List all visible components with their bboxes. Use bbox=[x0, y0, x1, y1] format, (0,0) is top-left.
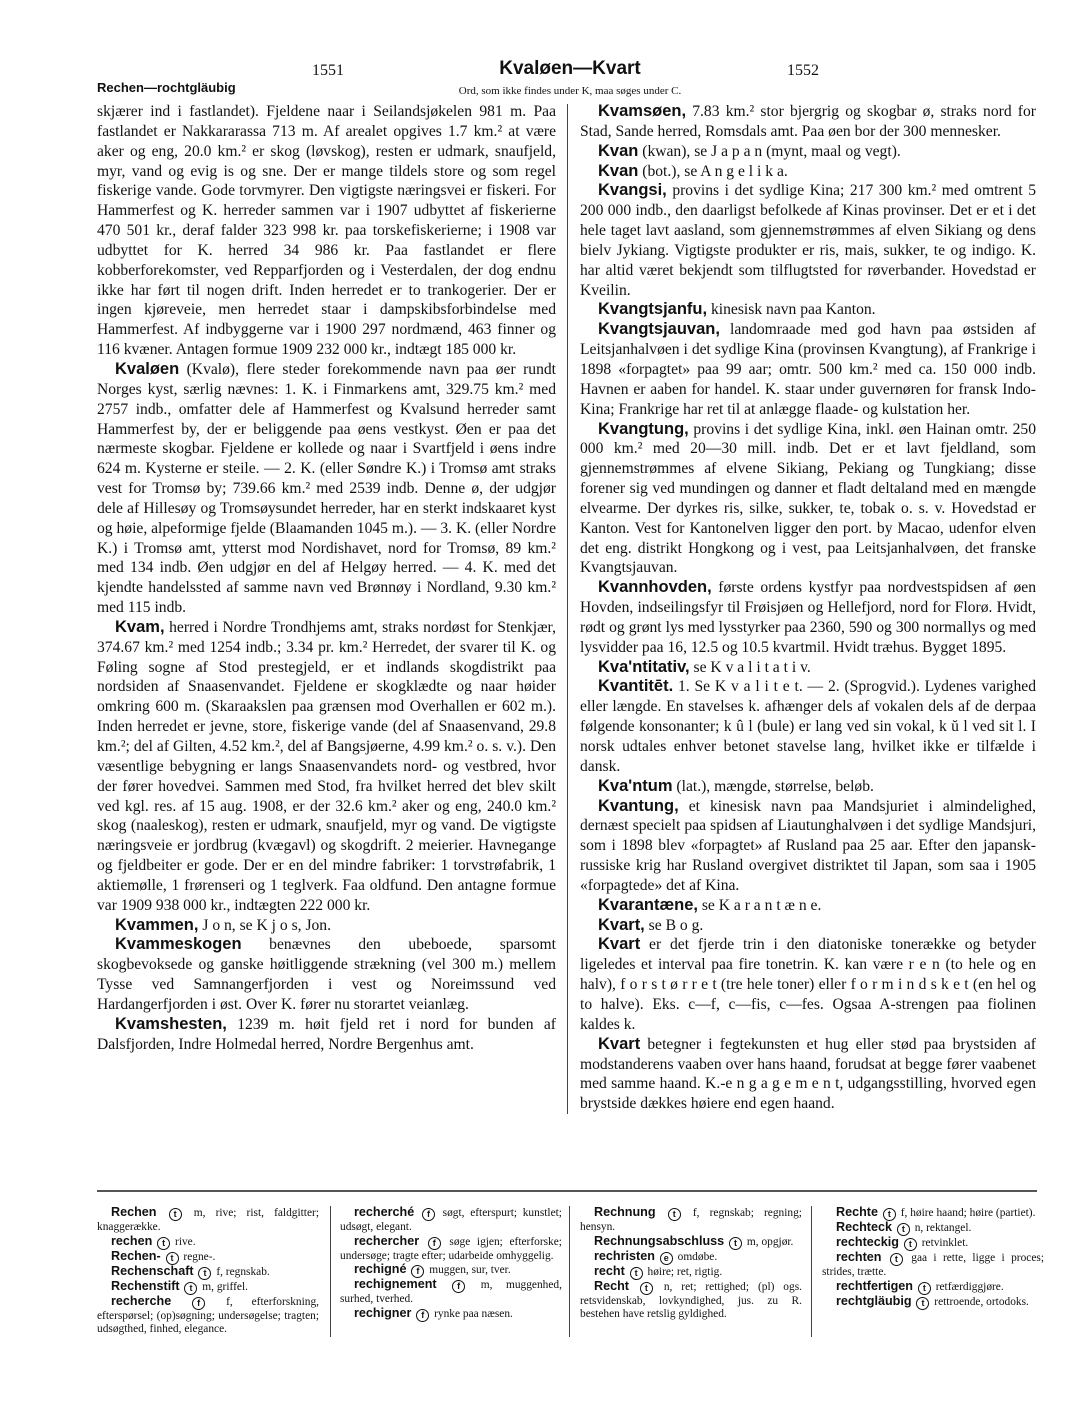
entry-text: provins i det sydlige Kina, inkl. øen Hainan omtr. 250 000 km.² med 20—30 mill. indb. Det er et lavt fjeldland, som gjennemstrømmes af elvene Sikiang, Pekiang og Tungkiang; disse forener sig ved mundingen og danner et fladt deltaland med en mængde elvearme. Der dyrkes ris, silke, sukker, te, tobak o. s. v. Hovedstad er Kanton. Vest for Kantonelven ligger den port. by Macao, udenfor elven det eng. distrikt Hongkong og i vest, paa Leitsjanhalvøen, det franske Kvangtsjauvan. bbox=[580, 420, 1036, 577]
dictionary-definition: n, rektangel. bbox=[914, 1222, 972, 1234]
dictionary-column-2 bbox=[340, 1206, 562, 1322]
encyclopedia-entry bbox=[580, 677, 1036, 776]
entry-headword: Kvangsi, bbox=[598, 181, 667, 200]
dictionary-entry bbox=[580, 1265, 802, 1280]
entry-text: betegner i fegtekunsten et hug eller stød paa brystsiden af modstanderens vaaben over hans haand, forudsat at begge fører vaabenet med samme haand. K.-e n g a g e m e n t, udgangsstilling, hvorved egen brystside dækkes høiere end egen haand. bbox=[580, 1035, 1036, 1113]
encyclopedia-entry bbox=[580, 162, 1036, 182]
dictionary-entry bbox=[340, 1206, 562, 1235]
language-marker-icon: t bbox=[729, 1237, 742, 1250]
dictionary-definition: retfærdiggjøre. bbox=[935, 1280, 1004, 1293]
entry-headword: Kvan bbox=[598, 161, 639, 180]
language-marker-icon: t bbox=[198, 1267, 211, 1280]
dictionary-definition: m, opgjør. bbox=[746, 1235, 794, 1248]
dictionary-headword: rechteckig bbox=[836, 1235, 899, 1249]
entry-headword: Kvantitēt. bbox=[598, 677, 674, 696]
entry-headword: Kvammeskogen bbox=[115, 935, 242, 954]
entry-text: provins i det sydlige Kina; 217 300 km.² med omtrent 5 200 000 indb., den daarligst befolkede af Kinas provinser. Det er et i det hele taget lavt aasland, som gjennemstrømmes af elven Sikiang og dens bielv Jykiang. Vigtigste produkter er ris, mais, sukker, te og indigo. K. har altid været bekjendt som tilflugtsted for røverbander. Hovedstad er Kveilin. bbox=[580, 182, 1036, 299]
language-marker-icon: t bbox=[630, 1267, 643, 1280]
header-note: Ord, som ikke findes under K, maa søges under C. bbox=[458, 85, 682, 97]
entry-text: kinesisk navn paa Kanton. bbox=[707, 301, 876, 319]
encyclopedia-entry bbox=[580, 300, 1036, 320]
entry-headword: Kva'ntitativ, bbox=[598, 657, 690, 676]
dictionary-headword: rechercher bbox=[354, 1233, 420, 1248]
language-marker-icon: t bbox=[184, 1282, 197, 1295]
dictionary-entry bbox=[97, 1265, 319, 1280]
dictionary-headword: recherché bbox=[354, 1205, 415, 1219]
language-marker-icon: t bbox=[890, 1253, 903, 1266]
dictionary-headword: Rechenschaft bbox=[111, 1263, 194, 1278]
entry-text: (lat.), mængde, størrelse, beløb. bbox=[672, 777, 874, 795]
language-marker-icon: t bbox=[166, 1252, 179, 1265]
dictionary-headword: recherche bbox=[111, 1293, 172, 1308]
dictionary-definition: høire; ret, rigtig. bbox=[647, 1265, 723, 1278]
language-marker-icon: f bbox=[411, 1265, 424, 1278]
dictionary-headword: Rechte bbox=[836, 1205, 878, 1219]
encyclopedia-entry bbox=[97, 618, 556, 916]
dictionary-headword: rechigné bbox=[354, 1262, 407, 1277]
encyclopedia-entry bbox=[580, 420, 1036, 579]
dictionary-column-1 bbox=[97, 1206, 319, 1337]
dictionary-entry bbox=[97, 1235, 319, 1250]
dictionary-definition: regne-. bbox=[183, 1250, 216, 1263]
dictionary-entry bbox=[822, 1295, 1044, 1310]
dictionary-divider bbox=[811, 1206, 812, 1337]
entry-text: (Kvalø), flere steder forekommende navn paa øer rundt Norges kyst, særlig nævnes: 1. K. i Finmarkens amt, 329.75 km.² med 2757 indb., omfatter dele af Hammerfest og Kvalsund herreder samt Hammerfest by, der er beliggende paa øens vestkyst. Øen er paa det nærmeste skogbar. Fjeldene er kollede og naar i Svartfjeld i øens indre 624 m. Kysterne er steile. — 2. K. (eller Søndre K.) i Tromsø amt straks vest for Tromsø by; 739.66 km.² med 2539 indb. Denne ø, der udgjør dele af Hillesøy og Tromsøysundet herreder, har en sterkt indskaaret kyst og høie, alpeformige fjelde (Blaamanden 1045 m.). — 3. K. (eller Nordre K.) i Tromsø amt, ytterst mod Nordishavet, nord for Tromsø, 89 km.² med 134 indb. Øen udgjør en del af Helgøy herred. — 4. K. med det kjendte handelssted af samme navn ved Brønnøy i Nordland, 9.30 km.² med 115 indb. bbox=[97, 360, 556, 617]
entry-text: skjærer ind i fastlandet). Fjeldene naar i Seilandsjøkelen 981 m. Paa fastlandet er Nakkararassa 713 m. Af arealet opgives 1.7 km.² at være aker og eng, 20.0 km.² er skog (løvskog), resten er udmark, snaufjeld, myr, vand og evig is og sne. Der er mange tildels store og som regel fiskerige vande. Gode torvmyrer. Den vigtigste næringsvei er fiskeri. For Hammerfest og K. herreder sammen var i 1907 udbyttet af fiskerierne 470 501 kr., deraf falder 323 998 kr. paa torskefiskerierne; i 1908 var udbyttet for K. herred 34 986 kr. Paa fastlandet er flere kobberforekomster, ved Repparfjorden og i Vesterdalen, der dog endnu ikke har ført til nogen drift. Inden herredet er to trankogerier. Der er ingen kjøreveie, men herredet staar i dampskibsforbindelse med Hammerfest. Af indbyggerne var i 1900 297 nordmænd, 463 finner og 116 kvæner. Antagen formue 1909 232 000 kr., indtægt 185 000 kr. bbox=[97, 103, 556, 359]
dictionary-headword: rechigner bbox=[354, 1305, 412, 1320]
dictionary-definition: m, rive; rist, faldgitter; knaggerække. bbox=[97, 1207, 319, 1233]
dictionary-entry bbox=[580, 1235, 802, 1250]
encyclopedia-entry bbox=[580, 578, 1036, 657]
dictionary-entry bbox=[580, 1280, 802, 1322]
language-marker-icon: t bbox=[897, 1223, 910, 1236]
entry-text: J o n, se K j o s, Jon. bbox=[198, 916, 332, 934]
entry-headword: Kvart bbox=[598, 1034, 641, 1053]
entry-headword: Kvammen, bbox=[115, 915, 199, 934]
dictionary-entry bbox=[822, 1251, 1044, 1280]
entry-headword: Kvart bbox=[598, 935, 641, 954]
dictionary-definition: muggen, sur, tver. bbox=[429, 1264, 511, 1277]
dictionary-definition: retvinklet. bbox=[921, 1237, 969, 1249]
language-marker-icon: t bbox=[883, 1208, 896, 1221]
dictionary-definition: f, regnskab. bbox=[216, 1265, 270, 1278]
dictionary-definition: f, efterforskning, efterspørsel; (op)søgning; undersøgelse; tragten; udsøgthed, finhed, elegance. bbox=[97, 1295, 319, 1336]
dictionary-definition: rynke paa næsen. bbox=[434, 1307, 513, 1320]
language-marker-icon: f bbox=[192, 1297, 205, 1310]
dictionary-headword: rechen bbox=[111, 1233, 153, 1248]
encyclopedia-entry bbox=[580, 102, 1036, 142]
dictionary-headword: rechtgläubig bbox=[836, 1293, 912, 1308]
entry-headword: Kva'ntum bbox=[598, 776, 673, 795]
entry-text: (kwan), se J a p a n (mynt, maal og vegt). bbox=[638, 142, 901, 160]
dictionary-definition: søge igjen; efterforske; undersøge; tragte efter; udarbeide omhyggelig. bbox=[340, 1235, 562, 1262]
dictionary-entry bbox=[340, 1263, 562, 1278]
encyclopedia-entry bbox=[97, 935, 556, 1014]
dictionary-headword: Rechteck bbox=[836, 1220, 893, 1234]
dictionary-entry bbox=[822, 1280, 1044, 1295]
dictionary-entry bbox=[580, 1206, 802, 1235]
column-divider bbox=[567, 104, 568, 1114]
dictionary-entry bbox=[340, 1307, 562, 1322]
language-marker-icon: e bbox=[660, 1252, 673, 1265]
language-marker-icon: t bbox=[668, 1208, 681, 1221]
encyclopedia-entry bbox=[580, 320, 1036, 419]
language-marker-icon: t bbox=[640, 1282, 653, 1295]
entry-text: 1. Se K v a l i t e t. — 2. (Sprogvid.). Lydenes varighed eller længde. En stavelses k. afhænger dels af vokalen dels af de derpaa følgende konsonanter; k û l (bule) er lang ved sin vokal, k ŭ l ved sit l. I norsk udtales enhver betonet stavelse lang, hvilket ikke er tilfælde i dansk. bbox=[580, 678, 1036, 775]
dictionary-headword: rechignement bbox=[354, 1277, 437, 1292]
entry-headword: Kvangtung, bbox=[598, 419, 689, 438]
entry-headword: Kvamsøen, bbox=[598, 102, 687, 120]
dictionary-definition: f, regnskab; regning; hensyn. bbox=[580, 1207, 802, 1233]
dictionary-headword: rechten bbox=[836, 1250, 882, 1264]
dictionary-headword: Rechen- bbox=[111, 1248, 161, 1263]
entry-text: et kinesisk navn paa Mandsjuriet i almindelighed, dernæst specielt paa spidsen af Liautunghalvøen i det sydlige Mandsjuri, som i 1898 blev «forpagtet» af Rusland paa 25 aar. Efter den japansk-russiske krig har Rusland overgivet distriktet til Japan, som saa i 1905 «forpagtede» det af Kina. bbox=[580, 797, 1036, 894]
dictionary-headword: Rechenstift bbox=[111, 1278, 180, 1293]
entry-text: (bot.), se A n g e l i k a. bbox=[638, 162, 788, 180]
dictionary-definition: n, ret; rettighed; (pl) ogs. retsvidenskab, lovkyndighed, jus. zu R. bestehen have retslig gyldighed. bbox=[580, 1280, 802, 1321]
dictionary-headword: Rechnung bbox=[594, 1205, 656, 1219]
page-title: Kvaløen—Kvart bbox=[499, 58, 641, 79]
dictionary-definition: omdøbe. bbox=[677, 1250, 718, 1263]
right-text-column bbox=[580, 102, 1036, 1114]
running-head-dictionary-range: Rechen—rochtgläubig bbox=[97, 80, 236, 95]
encyclopedia-entry bbox=[580, 142, 1036, 162]
entry-text: 1239 m. høit fjeld ret i nord for bunden af Dalsfjorden, Indre Holmedal herred, Nordre Bergenhus amt. bbox=[97, 1015, 556, 1053]
language-marker-icon: t bbox=[904, 1238, 917, 1251]
entry-text: er det fjerde trin i den diatoniske tonerække og betyder ligeledes et interval paa fire tonetrin. K. kan være r e n (to hele og en halv), f o r s t ø r r e t (tre hele toner) eller f o r m i n d s k e t (en hel og to halve). Eks. c—f, c—fis, c—fes. Ogsaa A-strengen paa fiolinen kaldes k. bbox=[580, 936, 1036, 1033]
language-marker-icon: f bbox=[452, 1280, 465, 1293]
entry-text: 7.83 km.² stor bjergrig og skogbar ø, straks nord for Stad, Sande herred, Romsdals amt. Paa øen bor der 300 mennesker. bbox=[580, 103, 1036, 140]
entry-text: se K a r a n t æ n e. bbox=[697, 896, 822, 914]
encyclopedia-entry bbox=[97, 360, 556, 618]
page-number-right: 1552 bbox=[787, 62, 819, 79]
dictionary-definition: m, muggenhed, surhed, tverhed. bbox=[340, 1279, 562, 1306]
entry-headword: Kvart, bbox=[598, 915, 645, 934]
dictionary-divider bbox=[569, 1206, 570, 1337]
entry-headword: Kvantung, bbox=[598, 796, 679, 815]
dictionary-entry bbox=[580, 1250, 802, 1265]
entry-headword: Kvan bbox=[598, 141, 639, 160]
encyclopedia-entry bbox=[580, 658, 1036, 678]
entry-text: landomraade med god havn paa østsiden af Leitsjanhalvøen i det sydlige Kina (provinsen Kvangtung), af Frankrige i 1898 «forpagtet» paa 99 aar; omtr. 500 km.² med ca. 150 000 indb. Havnen er aaben for handel. K. staar under guvernøren for fransk Indo-Kina; Frankrige har ret til at anlægge flaade- og kulstation her. bbox=[580, 321, 1036, 418]
language-marker-icon: t bbox=[916, 1297, 929, 1310]
encyclopedia-entry bbox=[580, 777, 1036, 797]
dictionary-entry bbox=[822, 1206, 1044, 1221]
dictionary-definition: rettroende, ortodoks. bbox=[934, 1295, 1029, 1308]
dictionary-entry bbox=[340, 1278, 562, 1307]
dictionary-headword: recht bbox=[594, 1263, 625, 1278]
entry-headword: Kvamshesten, bbox=[115, 1014, 227, 1033]
left-text-column bbox=[97, 102, 556, 1055]
encyclopedia-entry bbox=[580, 181, 1036, 300]
dictionary-headword: rechristen bbox=[594, 1248, 655, 1263]
entry-headword: Kvam, bbox=[115, 617, 165, 636]
entry-headword: Kvannhovden, bbox=[598, 578, 712, 597]
entry-text: herred i Nordre Trondhjems amt, straks nordøst for Stenkjær, 374.67 km.² med 1254 indb.; 3.34 pr. km.² Herredet, der svarer til K. og Føling sogne af Stod prestegjeld, er et indlands skogdistrikt paa nordsiden af Snaasenvandet. Fjeldene er skogklædte og naar høider omkring 600 m. (Skaraakslen paa grænsen mod Overhallen er 602 m.). Inden herredet er jevne, store, fiskerige vande (del af Snaasenvand, 29.8 km.²; del af Gilten, 4.52 km.², del af Bangsjøerne, 4.99 km.² o. s. v.). Den væsentlige bebygning er langs Snaasenvandets nord- og vestbred, hvor der fører hovedvei. Sammen med Stod, fra hvilket herred det blev skilt ved kgl. res. af 15 aug. 1908, er der 32.6 km.² aker og eng, 240.0 km.² skog (naaleskog), resten er udmark, snaufjeld, myr og vand. De vigtigste næringsveie er jordbrug (kvægavl) og skogdrift. 2 meierier. Havnegange og fjeldbeiter er gode. Der er en del mindre fabriker: 1 torvstrøfabrik, 1 aktiemølle, 1 frørenseri og 1 teglverk. Faa oldfund. Den antagne formue var 1909 938 000 kr., indtægten 222 000 kr. bbox=[97, 618, 556, 914]
dictionary-divider bbox=[330, 1206, 331, 1337]
language-marker-icon: t bbox=[918, 1282, 931, 1295]
page-number-left: 1551 bbox=[312, 62, 344, 79]
language-marker-icon: t bbox=[157, 1237, 170, 1250]
language-marker-icon: t bbox=[169, 1208, 182, 1221]
entry-headword: Kvaløen bbox=[115, 359, 180, 378]
dictionary-entry bbox=[822, 1236, 1044, 1251]
language-marker-icon: f bbox=[416, 1309, 429, 1322]
entry-headword: Kvangtsjanfu, bbox=[598, 300, 708, 319]
encyclopedia-entry bbox=[97, 1015, 556, 1055]
dictionary-column-4 bbox=[822, 1206, 1044, 1310]
dictionary-headword: Rechen bbox=[111, 1205, 157, 1219]
encyclopedia-entry bbox=[580, 916, 1036, 936]
dictionary-headword: rechtfertigen bbox=[836, 1278, 913, 1293]
encyclopedia-entry bbox=[580, 896, 1036, 916]
dictionary-definition: m, griffel. bbox=[202, 1280, 248, 1293]
entry-text: se K v a l i t a t i v. bbox=[689, 658, 811, 676]
dictionary-entry bbox=[97, 1295, 319, 1337]
language-marker-icon: f bbox=[428, 1237, 441, 1250]
encyclopedia-entry bbox=[580, 1035, 1036, 1114]
entry-text: første ordens kystfyr paa nordvestspidsen af øen Hovden, indseilingsfyr til Frøisjøen og Hellefjord, nord for Florø. Hvidt, rødt og grønt lys med lysstyrker paa 2360, 590 og 300 normallys og med lysvidder paa 16, 12.5 og 10.5 kvartmil. Hvidt træhus. Bygget 1895. bbox=[580, 579, 1036, 656]
dictionary-entry bbox=[97, 1206, 319, 1235]
dictionary-entry bbox=[822, 1221, 1044, 1236]
footer-divider bbox=[97, 1190, 1037, 1192]
entry-text: se B o g. bbox=[644, 916, 704, 934]
encyclopedia-entry bbox=[580, 797, 1036, 896]
dictionary-definition: rive. bbox=[175, 1235, 196, 1248]
language-marker-icon: f bbox=[422, 1208, 435, 1221]
dictionary-entry bbox=[97, 1280, 319, 1295]
encyclopedia-entry bbox=[580, 935, 1036, 1034]
dictionary-column-3 bbox=[580, 1206, 802, 1322]
entry-headword: Kvarantæne, bbox=[598, 895, 698, 914]
dictionary-headword: Recht bbox=[594, 1278, 629, 1293]
encyclopedia-entry bbox=[97, 102, 556, 360]
entry-headword: Kvangtsjauvan, bbox=[598, 320, 720, 339]
encyclopedia-entry bbox=[97, 916, 556, 936]
dictionary-entry bbox=[340, 1235, 562, 1264]
dictionary-headword: Rechnungsabschluss bbox=[594, 1233, 725, 1248]
dictionary-definition: gaa i rette, ligge i proces; strides, trætte. bbox=[822, 1252, 1044, 1278]
entry-text: benævnes den ubeboede, sparsomt skogbevoksede og ganske høitliggende strækning (vel 300 m.) mellem Tysse ved Samnangerfjorden i vest og Noreimssund ved Hardangerfjorden i øst. Over K. fører nu storartet veianlæg. bbox=[97, 936, 556, 1013]
dictionary-entry bbox=[97, 1250, 319, 1265]
dictionary-definition: søgt, efterspurt; kunstlet; udsøgt, elegant. bbox=[340, 1207, 562, 1233]
dictionary-definition: f, høire haand; høire (partiet). bbox=[900, 1207, 1036, 1219]
